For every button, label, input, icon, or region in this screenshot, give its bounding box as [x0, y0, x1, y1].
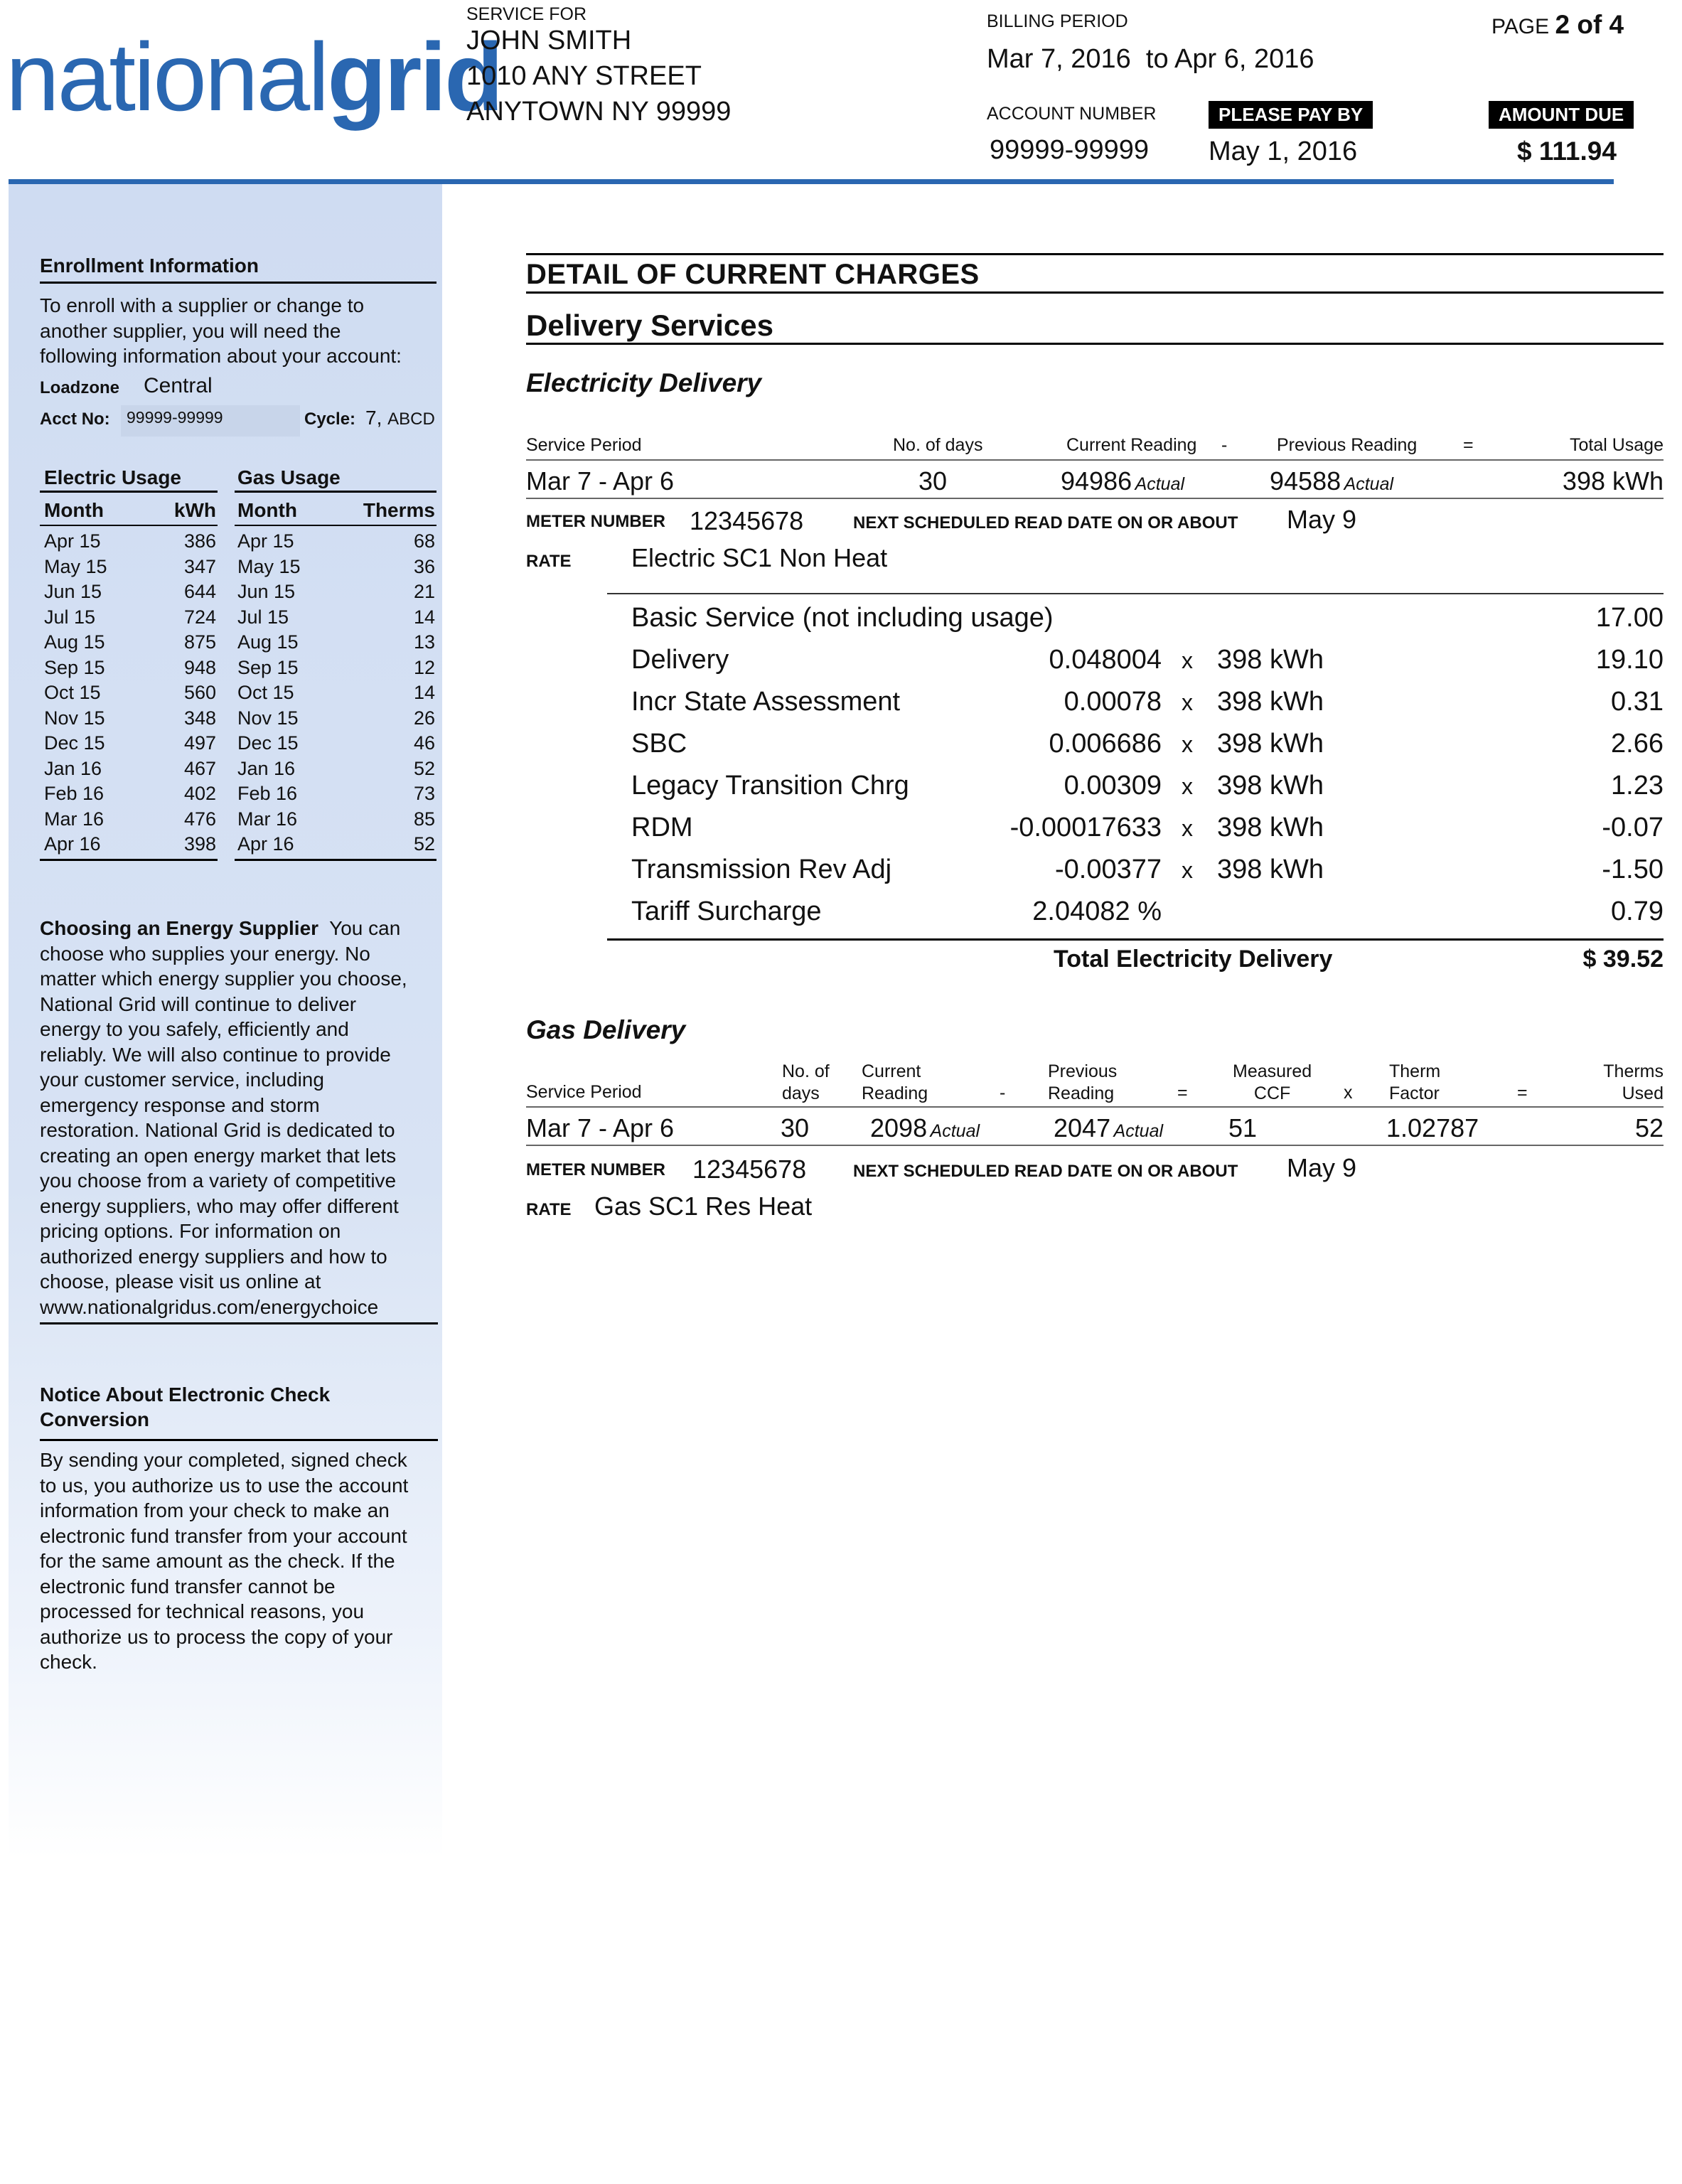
notice-line: information from your check to make an — [40, 1499, 390, 1521]
gas-meter-number: 12345678 — [692, 1155, 807, 1184]
elec-next-read-date: May 9 — [1287, 505, 1357, 534]
electric-kwh: 467 — [183, 757, 216, 779]
usage-row — [40, 655, 436, 681]
notice-line: By sending your completed, signed check — [40, 1449, 407, 1471]
elec-header-service-period: Service Period — [526, 435, 642, 455]
electric-usage-title: Electric Usage — [44, 466, 181, 488]
delivery-services-rule — [526, 343, 1664, 345]
elec-header-equals: = — [1463, 435, 1474, 455]
elec-current-reading — [1061, 466, 1184, 496]
gas-service-period: Mar 7 - Apr 6 — [526, 1113, 675, 1142]
gas-therms: 73 — [413, 783, 435, 804]
usage-row — [40, 756, 436, 782]
gas-month: Oct 15 — [237, 682, 294, 703]
gas-therms: 85 — [413, 808, 435, 830]
loadzone-label: Loadzone — [40, 378, 119, 397]
elec-next-read-label: NEXT SCHEDULED READ DATE ON OR ABOUT — [853, 513, 1238, 532]
notice-line: electronic fund transfer cannot be — [40, 1575, 336, 1597]
gas-therms: 14 — [413, 606, 435, 628]
gas-header-current-line2: Reading — [862, 1083, 928, 1103]
gas-month: Jun 15 — [237, 581, 296, 602]
gas-current-type: Actual — [930, 1121, 980, 1141]
gas-header-rule — [235, 525, 436, 526]
elec-header-days: No. of days — [893, 435, 983, 455]
gas-month: Nov 15 — [237, 707, 299, 729]
gas-therms: 12 — [413, 656, 435, 678]
gas-header-days — [782, 1061, 830, 1105]
charge-name: Delivery — [631, 645, 729, 675]
gas-next-read-label: NEXT SCHEDULED READ DATE ON OR ABOUT — [853, 1162, 1238, 1181]
gas-header-equals-1: = — [1177, 1083, 1188, 1103]
gas-header-previous-line1: Previous — [1048, 1061, 1118, 1081]
electric-kwh: 644 — [183, 581, 216, 602]
electric-usage-bottom-rule — [40, 859, 218, 861]
notice-line: electronic fund transfer from your account — [40, 1524, 407, 1547]
charge-amount: 1.23 — [1611, 771, 1664, 801]
page-label: PAGE — [1491, 15, 1550, 38]
supplier-first-line — [40, 916, 438, 941]
total-electricity-label: Total Electricity Delivery — [1054, 946, 1333, 973]
electric-month: Jul 15 — [44, 606, 96, 628]
charge-name: Incr State Assessment — [631, 687, 901, 717]
charge-row — [607, 896, 1664, 938]
charges-bottom-rule — [607, 938, 1664, 941]
customer-name: JOHN SMITH — [466, 26, 632, 55]
enrollment-title: Enrollment Information — [40, 255, 259, 277]
usage-row — [40, 807, 436, 833]
charge-row — [607, 855, 1664, 896]
charge-row — [607, 687, 1664, 729]
gas-previous-value: 2047 — [1054, 1113, 1111, 1142]
charge-multiply: x — [1182, 690, 1193, 715]
gas-header-days-line1: No. of — [782, 1061, 830, 1081]
charge-rate: 2.04082 % — [1032, 896, 1162, 926]
gas-usage-bottom-rule — [235, 859, 436, 861]
enrollment-line: following information about your account: — [40, 345, 402, 367]
address-line-1: 1010 ANY STREET — [466, 61, 702, 91]
usage-row — [40, 605, 436, 631]
charge-quantity: 398 kWh — [1217, 687, 1324, 717]
electric-month: Sep 15 — [44, 656, 105, 678]
electric-kwh: 497 — [183, 732, 216, 754]
gas-month: Jan 16 — [237, 757, 296, 779]
supplier-line: reliably. We will also continue to provide — [40, 1043, 391, 1066]
gas-meter-label: METER NUMBER — [526, 1160, 665, 1179]
elec-header-previous: Previous Reading — [1277, 435, 1418, 455]
charge-name: SBC — [631, 729, 687, 759]
usage-row — [40, 529, 436, 555]
gas-header-measured-line1: Measured — [1233, 1061, 1312, 1081]
electric-kwh: 402 — [183, 783, 216, 804]
electric-month: Feb 16 — [44, 783, 105, 804]
pay-by-date: May 1, 2016 — [1209, 136, 1358, 166]
gas-usage-rule — [235, 491, 436, 493]
gas-therms: 36 — [413, 555, 435, 577]
supplier-line: authorized energy suppliers and how to — [40, 1245, 387, 1268]
gas-month: Apr 16 — [237, 833, 294, 855]
charge-amount: -1.50 — [1602, 855, 1664, 884]
cycle-number: 7, — [365, 407, 382, 429]
billing-period-value: Mar 7, 2016 to Apr 6, 2016 — [987, 44, 1314, 74]
gas-therms-used: 52 — [1634, 1113, 1664, 1142]
acct-no-value: 99999-99999 — [121, 405, 300, 437]
elec-previous-type: Actual — [1344, 474, 1394, 494]
electric-month: Apr 16 — [44, 833, 101, 855]
gas-header-previous — [1048, 1061, 1117, 1105]
cycle-value — [365, 407, 435, 429]
logo-text-light: national — [6, 23, 328, 131]
enrollment-line: To enroll with a supplier or change to — [40, 294, 365, 316]
elec-meter-number: 12345678 — [690, 506, 804, 535]
gas-header-previous-line2: Reading — [1048, 1083, 1115, 1103]
electric-month: Oct 15 — [44, 682, 101, 703]
notice-line: to us, you authorize us to use the account — [40, 1474, 409, 1497]
charge-amount: 0.31 — [1611, 687, 1664, 717]
supplier-line: you choose from a variety of competitive — [40, 1169, 397, 1192]
supplier-line: pricing options. For information on — [40, 1220, 341, 1242]
electric-month-header: Month — [44, 499, 104, 521]
electric-kwh: 347 — [183, 555, 216, 577]
usage-row — [40, 555, 436, 580]
elec-header-total: Total Usage — [1569, 435, 1664, 455]
gas-month-header: Month — [237, 499, 297, 521]
charge-multiply: x — [1182, 815, 1193, 841]
notice-title — [40, 1382, 330, 1432]
charge-amount: 0.79 — [1611, 896, 1664, 926]
supplier-title: Choosing an Energy Supplier — [40, 917, 319, 939]
amount-due-label: AMOUNT DUE — [1489, 101, 1634, 129]
charge-quantity: 398 kWh — [1217, 729, 1324, 759]
charge-name: RDM — [631, 813, 693, 842]
gas-therms: 68 — [413, 530, 435, 552]
charge-rate: 0.048004 — [1049, 645, 1162, 675]
charge-row — [607, 603, 1664, 645]
charge-amount: 17.00 — [1595, 603, 1664, 633]
notice-line: check. — [40, 1651, 97, 1673]
cycle-label: Cycle: — [304, 410, 356, 429]
supplier-bottom-rule — [40, 1322, 438, 1324]
gas-header-factor-line1: Therm — [1389, 1061, 1441, 1081]
usage-row — [40, 579, 436, 605]
electric-month: May 15 — [44, 555, 107, 577]
gas-header-minus: - — [1000, 1083, 1006, 1103]
address-line-2: ANYTOWN NY 99999 — [466, 97, 732, 127]
electric-kwh: 348 — [183, 707, 216, 729]
gas-therms: 26 — [413, 707, 435, 729]
gas-therms: 52 — [413, 833, 435, 855]
elec-current-value: 94986 — [1061, 466, 1132, 496]
charge-quantity: 398 kWh — [1217, 855, 1324, 884]
gas-header-measured — [1233, 1061, 1312, 1105]
usage-row — [40, 731, 436, 756]
usage-row — [40, 706, 436, 732]
national-grid-logo — [6, 23, 502, 131]
electric-month: Jan 16 — [44, 757, 102, 779]
elec-previous-reading — [1270, 466, 1393, 496]
detail-title: DETAIL OF CURRENT CHARGES — [526, 259, 980, 290]
charge-multiply: x — [1182, 648, 1193, 673]
elec-header-minus: - — [1221, 435, 1228, 455]
notice-title-line: Conversion — [40, 1408, 150, 1430]
enrollment-text — [40, 293, 402, 369]
notice-text — [40, 1447, 438, 1675]
gas-current-reading — [870, 1113, 980, 1143]
electric-month: Dec 15 — [44, 732, 105, 754]
charge-multiply: x — [1182, 774, 1193, 799]
gas-month: Jul 15 — [237, 606, 289, 628]
usage-row — [40, 630, 436, 655]
electric-charges-table — [607, 603, 1664, 938]
delivery-services-title: Delivery Services — [526, 309, 773, 342]
enrollment-rule — [40, 282, 436, 284]
notice-line: for the same amount as the check. If the — [40, 1550, 395, 1572]
elec-rate-value: Electric SC1 Non Heat — [631, 543, 888, 572]
supplier-line: energy suppliers, who may offer different — [40, 1194, 399, 1217]
therms-header: Therms — [363, 499, 435, 521]
elec-days: 30 — [918, 466, 948, 496]
charge-name: Tariff Surcharge — [631, 896, 822, 926]
charges-top-rule — [607, 593, 1664, 594]
gas-next-read-date: May 9 — [1287, 1153, 1357, 1182]
total-electricity-amount: $ 39.52 — [1582, 946, 1664, 973]
supplier-line: emergency response and storm — [40, 1093, 320, 1116]
supplier-line: energy to you safely, efficiently and — [40, 1018, 349, 1040]
gas-header-measured-line2: CCF — [1253, 1083, 1291, 1103]
gas-month: Aug 15 — [237, 631, 299, 653]
gas-header-factor — [1389, 1061, 1440, 1105]
supplier-line: creating an open energy market that lets — [40, 1144, 397, 1167]
enrollment-line: another supplier, you will need the — [40, 319, 341, 342]
electric-kwh: 948 — [183, 656, 216, 678]
gas-month: Dec 15 — [237, 732, 299, 754]
electric-month: Nov 15 — [44, 707, 105, 729]
header-divider — [9, 179, 1614, 184]
gas-therms: 14 — [413, 682, 435, 703]
charge-name: Basic Service (not including usage) — [631, 603, 1054, 633]
gas-previous-reading — [1054, 1113, 1163, 1143]
charge-quantity: 398 kWh — [1217, 645, 1324, 675]
gas-therms: 46 — [413, 732, 435, 754]
elec-meter-label: METER NUMBER — [526, 512, 665, 531]
gas-header-x: x — [1344, 1083, 1353, 1103]
gas-header-current — [862, 1061, 928, 1105]
gas-measured-ccf: 51 — [1228, 1113, 1258, 1142]
loadzone-value: Central — [144, 374, 213, 397]
account-number-label: ACCOUNT NUMBER — [987, 104, 1157, 124]
elec-header-rule — [526, 459, 1664, 461]
notice-rule — [40, 1439, 438, 1441]
detail-top-rule — [526, 253, 1664, 255]
usage-row — [40, 832, 436, 857]
charge-row — [607, 771, 1664, 813]
kwh-header: kWh — [173, 499, 216, 521]
energy-choice-link[interactable]: www.nationalgridus.com/energychoice — [40, 1295, 379, 1318]
gas-header-current-line1: Current — [862, 1061, 921, 1081]
charge-amount: 19.10 — [1595, 645, 1664, 675]
elec-header-current: Current Reading — [1066, 435, 1197, 455]
charge-rate: 0.00309 — [1064, 771, 1162, 801]
elec-total-usage: 398 kWh — [1562, 466, 1664, 496]
notice-line: processed for technical reasons, you — [40, 1600, 365, 1622]
charge-amount: -0.07 — [1602, 813, 1664, 842]
account-number-value: 99999-99999 — [990, 135, 1149, 165]
gas-header-service-period: Service Period — [526, 1082, 642, 1102]
electric-kwh: 560 — [183, 682, 216, 703]
gas-therms: 13 — [413, 631, 435, 653]
supplier-line: National Grid will continue to deliver — [40, 992, 357, 1015]
gas-therm-factor: 1.02787 — [1386, 1113, 1479, 1142]
gas-month: Mar 16 — [237, 808, 298, 830]
supplier-line: You can — [318, 917, 401, 939]
charge-row — [607, 813, 1664, 855]
charge-row — [607, 645, 1664, 687]
charge-name: Legacy Transition Chrg — [631, 771, 909, 801]
gas-header-days-line2: days — [782, 1083, 820, 1103]
gas-usage-title: Gas Usage — [237, 466, 341, 488]
supplier-line: restoration. National Grid is dedicated to — [40, 1119, 395, 1141]
billing-period-label: BILLING PERIOD — [987, 11, 1128, 31]
gas-header-therms-line2: Used — [1622, 1083, 1664, 1103]
gas-header-therms-line1: Therms — [1603, 1061, 1664, 1081]
usage-row — [40, 680, 436, 706]
elec-row-rule — [526, 498, 1664, 499]
elec-rate-label: RATE — [526, 552, 572, 571]
gas-previous-type: Actual — [1113, 1121, 1164, 1141]
charge-name: Transmission Rev Adj — [631, 855, 892, 884]
charge-rate: -0.00377 — [1054, 855, 1162, 884]
supplier-line: choose who supplies your energy. No — [40, 942, 370, 965]
supplier-line: your customer service, including — [40, 1069, 324, 1091]
charge-multiply: x — [1182, 857, 1193, 883]
electric-header-rule — [40, 525, 218, 526]
electric-month: Mar 16 — [44, 808, 105, 830]
page-value: 2 of 4 — [1555, 10, 1624, 39]
gas-row-rule — [526, 1145, 1664, 1146]
detail-bottom-rule — [526, 291, 1664, 294]
notice-title-line: Notice About Electronic Check — [40, 1383, 331, 1406]
cycle-code: ABCD — [387, 410, 435, 429]
supplier-line: matter which energy supplier you choose, — [40, 968, 407, 990]
usage-history-table — [40, 529, 436, 857]
elec-previous-value: 94588 — [1270, 466, 1341, 496]
gas-header-equals-2: = — [1517, 1083, 1528, 1103]
charge-rate: 0.006686 — [1049, 729, 1162, 759]
gas-month: Apr 15 — [237, 530, 294, 552]
gas-month: Feb 16 — [237, 783, 298, 804]
gas-current-value: 2098 — [870, 1113, 928, 1142]
elec-service-period: Mar 7 - Apr 6 — [526, 466, 675, 496]
electric-month: Jun 15 — [44, 581, 102, 602]
electric-month: Apr 15 — [44, 530, 101, 552]
gas-delivery-title: Gas Delivery — [526, 1015, 686, 1044]
charge-rate: 0.00078 — [1064, 687, 1162, 717]
electric-kwh: 476 — [183, 808, 216, 830]
supplier-line: choose, please visit us online at — [40, 1270, 321, 1292]
gas-therms: 52 — [413, 757, 435, 779]
gas-header-factor-line2: Factor — [1389, 1083, 1440, 1103]
notice-line: authorize us to process the copy of your — [40, 1625, 393, 1648]
gas-month: Sep 15 — [237, 656, 299, 678]
electric-kwh: 875 — [183, 631, 216, 653]
electric-kwh: 724 — [183, 606, 216, 628]
gas-month: May 15 — [237, 555, 301, 577]
charge-row — [607, 729, 1664, 771]
electricity-delivery-title: Electricity Delivery — [526, 368, 762, 397]
gas-therms: 21 — [413, 581, 435, 602]
charge-multiply: x — [1182, 732, 1193, 757]
supplier-section — [40, 916, 438, 1320]
acct-no-label: Acct No: — [40, 410, 110, 429]
charge-rate: -0.00017633 — [1009, 813, 1162, 842]
service-for-label: SERVICE FOR — [466, 4, 587, 24]
gas-days: 30 — [781, 1113, 810, 1142]
logo-text-bold: grid — [327, 23, 502, 131]
electric-kwh: 398 — [183, 833, 216, 855]
gas-header-therms — [1564, 1061, 1664, 1105]
gas-header-rule — [526, 1106, 1664, 1108]
charge-amount: 2.66 — [1611, 729, 1664, 759]
elec-current-type: Actual — [1135, 474, 1185, 494]
amount-due-value: $ 111.94 — [1517, 136, 1617, 166]
pay-by-label: PLEASE PAY BY — [1209, 101, 1373, 129]
gas-rate-value: Gas SC1 Res Heat — [594, 1192, 813, 1221]
gas-rate-label: RATE — [526, 1200, 572, 1219]
electric-kwh: 386 — [183, 530, 216, 552]
page-indicator — [1491, 10, 1624, 40]
electric-usage-rule — [40, 491, 218, 493]
usage-row — [40, 781, 436, 807]
charge-quantity: 398 kWh — [1217, 813, 1324, 842]
electric-month: Aug 15 — [44, 631, 105, 653]
charge-quantity: 398 kWh — [1217, 771, 1324, 801]
